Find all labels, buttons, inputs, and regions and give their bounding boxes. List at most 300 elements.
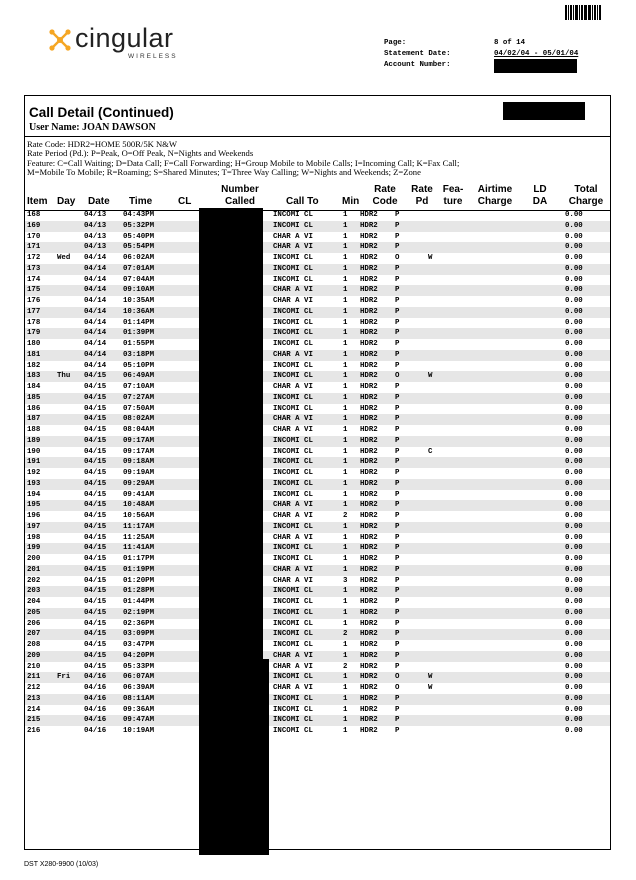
table-row bbox=[25, 328, 610, 339]
cell-callto: INCOMI CL bbox=[273, 522, 313, 531]
cell-code: HDR2 bbox=[360, 286, 378, 295]
cell-date: 04/15 bbox=[84, 501, 107, 510]
cell-time: 05:32PM bbox=[123, 221, 155, 230]
cell-date: 04/15 bbox=[84, 522, 107, 531]
cell-date: 04/16 bbox=[84, 716, 107, 725]
cell-date: 04/15 bbox=[84, 651, 107, 660]
cell-callto: CHAR A VI bbox=[273, 501, 313, 510]
table-row bbox=[25, 404, 610, 415]
cell-callto: INCOMI CL bbox=[273, 393, 313, 402]
cell-total: 0.00 bbox=[565, 608, 583, 617]
cell-item: 179 bbox=[27, 329, 41, 338]
cell-total: 0.00 bbox=[565, 512, 583, 520]
cell-time: 10:19AM bbox=[123, 727, 155, 735]
cell-pd: P bbox=[395, 340, 400, 348]
cell-item: 190 bbox=[27, 447, 41, 456]
cell-code: HDR2 bbox=[360, 372, 378, 381]
cell-callto: CHAR A VI bbox=[273, 350, 313, 359]
cell-total: 0.00 bbox=[565, 716, 583, 725]
cell-time: 09:19AM bbox=[123, 469, 155, 477]
cell-item: 173 bbox=[27, 264, 41, 273]
table-row bbox=[25, 500, 610, 511]
table-row bbox=[25, 726, 610, 737]
cell-date: 04/14 bbox=[84, 361, 107, 370]
cell-feat: W bbox=[428, 673, 433, 682]
cell-pd: P bbox=[395, 264, 400, 273]
cell-pd: P bbox=[395, 694, 400, 703]
col-header-item: Item bbox=[27, 196, 48, 207]
table-row bbox=[25, 436, 610, 447]
cell-time: 06:02AM bbox=[123, 254, 155, 262]
cell-pd: P bbox=[395, 275, 400, 284]
table-row bbox=[25, 382, 610, 393]
cell-total: 0.00 bbox=[565, 275, 583, 284]
cell-code: HDR2 bbox=[360, 383, 378, 391]
table-row bbox=[25, 457, 610, 468]
cell-item: 168 bbox=[27, 211, 41, 219]
table-row bbox=[25, 307, 610, 318]
page-label: Page: bbox=[384, 39, 407, 47]
cell-time: 07:04AM bbox=[123, 275, 155, 284]
cell-code: HDR2 bbox=[360, 501, 378, 510]
cell-date: 04/15 bbox=[84, 383, 107, 391]
cell-code: HDR2 bbox=[360, 705, 378, 714]
cell-total: 0.00 bbox=[565, 555, 583, 563]
cingular-jack-icon bbox=[48, 28, 72, 52]
cell-time: 09:47AM bbox=[123, 716, 155, 725]
cell-code: HDR2 bbox=[360, 694, 378, 703]
cell-total: 0.00 bbox=[565, 383, 583, 391]
cell-date: 04/14 bbox=[84, 286, 107, 295]
cell-time: 11:25AM bbox=[123, 533, 155, 542]
cell-pd: P bbox=[395, 544, 400, 553]
cell-pd: P bbox=[395, 630, 400, 639]
cell-item: 207 bbox=[27, 630, 41, 639]
cell-item: 185 bbox=[27, 393, 41, 402]
cell-item: 193 bbox=[27, 479, 41, 488]
cell-callto: INCOMI CL bbox=[273, 479, 313, 488]
cingular-logo bbox=[48, 23, 198, 62]
cell-callto: CHAR A VI bbox=[273, 684, 313, 692]
cell-min: 1 bbox=[343, 673, 348, 682]
statement-date-label: Statement Date: bbox=[384, 50, 451, 58]
col-header-cl: CL bbox=[178, 196, 192, 207]
table-row bbox=[25, 576, 610, 587]
cell-date: 04/16 bbox=[84, 705, 107, 714]
cell-time: 01:44PM bbox=[123, 598, 155, 606]
col-header-ld-da: LD DA bbox=[532, 184, 548, 207]
cell-min: 1 bbox=[343, 404, 348, 413]
cell-callto: INCOMI CL bbox=[273, 221, 313, 230]
col-header-airtime-charge: Airtime Charge bbox=[477, 184, 513, 207]
cell-date: 04/15 bbox=[84, 630, 107, 639]
cell-callto: INCOMI CL bbox=[273, 727, 313, 735]
cell-time: 05:54PM bbox=[123, 243, 155, 252]
cell-item: 175 bbox=[27, 286, 41, 295]
cell-min: 1 bbox=[343, 372, 348, 381]
cell-min: 1 bbox=[343, 211, 348, 219]
cell-item: 205 bbox=[27, 608, 41, 617]
cell-min: 2 bbox=[343, 630, 348, 639]
cell-pd: P bbox=[395, 297, 400, 305]
cell-min: 1 bbox=[343, 383, 348, 391]
cell-time: 06:39AM bbox=[123, 684, 155, 692]
cell-date: 04/15 bbox=[84, 404, 107, 413]
cell-item: 189 bbox=[27, 436, 41, 445]
cell-code: HDR2 bbox=[360, 211, 378, 219]
cell-total: 0.00 bbox=[565, 501, 583, 510]
cell-item: 176 bbox=[27, 297, 41, 305]
cell-date: 04/14 bbox=[84, 264, 107, 273]
cell-item: 208 bbox=[27, 641, 41, 649]
cell-callto: INCOMI CL bbox=[273, 490, 313, 499]
cell-date: 04/15 bbox=[84, 490, 107, 499]
cell-item: 169 bbox=[27, 221, 41, 230]
cell-pd: P bbox=[395, 350, 400, 359]
cell-item: 196 bbox=[27, 512, 41, 520]
cell-code: HDR2 bbox=[360, 608, 378, 617]
title-redaction bbox=[503, 102, 585, 120]
call-table bbox=[25, 210, 610, 737]
cell-date: 04/13 bbox=[84, 221, 107, 230]
cell-callto: INCOMI CL bbox=[273, 361, 313, 370]
cell-min: 2 bbox=[343, 662, 348, 671]
col-header-date: Date bbox=[88, 196, 110, 207]
cell-item: 210 bbox=[27, 662, 41, 671]
cell-time: 01:19PM bbox=[123, 565, 155, 574]
cell-min: 1 bbox=[343, 598, 348, 606]
cell-pd: P bbox=[395, 426, 400, 434]
cell-date: 04/15 bbox=[84, 436, 107, 445]
user-name: User Name: JOAN DAWSON bbox=[29, 122, 156, 133]
cell-total: 0.00 bbox=[565, 307, 583, 316]
table-row bbox=[25, 468, 610, 479]
cell-code: HDR2 bbox=[360, 619, 378, 628]
table-row bbox=[25, 479, 610, 490]
table-row bbox=[25, 296, 610, 307]
cell-total: 0.00 bbox=[565, 522, 583, 531]
cell-item: 213 bbox=[27, 694, 41, 703]
cell-callto: INCOMI CL bbox=[273, 630, 313, 639]
cell-time: 02:36PM bbox=[123, 619, 155, 628]
cell-total: 0.00 bbox=[565, 694, 583, 703]
cell-code: HDR2 bbox=[360, 544, 378, 553]
cell-total: 0.00 bbox=[565, 297, 583, 305]
cell-code: HDR2 bbox=[360, 297, 378, 305]
cell-min: 1 bbox=[343, 469, 348, 477]
cell-callto: CHAR A VI bbox=[273, 415, 313, 424]
table-row bbox=[25, 425, 610, 436]
table-row bbox=[25, 242, 610, 253]
cell-total: 0.00 bbox=[565, 254, 583, 262]
cell-min: 1 bbox=[343, 587, 348, 596]
cell-pd: O bbox=[395, 254, 400, 262]
cell-code: HDR2 bbox=[360, 469, 378, 477]
cell-time: 01:39PM bbox=[123, 329, 155, 338]
cell-pd: P bbox=[395, 490, 400, 499]
cell-item: 194 bbox=[27, 490, 41, 499]
cell-min: 1 bbox=[343, 221, 348, 230]
cell-total: 0.00 bbox=[565, 221, 583, 230]
table-row bbox=[25, 683, 610, 694]
col-header-time: Time bbox=[129, 196, 153, 207]
table-row bbox=[25, 597, 610, 608]
cell-pd: P bbox=[395, 727, 400, 735]
cell-time: 06:49AM bbox=[123, 372, 155, 381]
cell-pd: P bbox=[395, 318, 400, 327]
cell-item: 171 bbox=[27, 243, 41, 252]
cell-min: 1 bbox=[343, 716, 348, 725]
cell-feat: W bbox=[428, 372, 433, 381]
cell-total: 0.00 bbox=[565, 350, 583, 359]
cell-pd: P bbox=[395, 383, 400, 391]
cell-pd: P bbox=[395, 565, 400, 574]
cell-total: 0.00 bbox=[565, 533, 583, 542]
cell-pd: P bbox=[395, 479, 400, 488]
cell-code: HDR2 bbox=[360, 458, 378, 467]
cell-code: HDR2 bbox=[360, 415, 378, 424]
cell-item: 204 bbox=[27, 598, 41, 606]
table-row bbox=[25, 414, 610, 425]
cell-callto: INCOMI CL bbox=[273, 641, 313, 649]
cell-item: 181 bbox=[27, 350, 41, 359]
cell-date: 04/16 bbox=[84, 727, 107, 735]
cell-date: 04/15 bbox=[84, 447, 107, 456]
cell-date: 04/15 bbox=[84, 415, 107, 424]
cell-total: 0.00 bbox=[565, 598, 583, 606]
cell-min: 1 bbox=[343, 705, 348, 714]
cell-callto: INCOMI CL bbox=[273, 318, 313, 327]
cell-item: 200 bbox=[27, 555, 41, 563]
cell-date: 04/13 bbox=[84, 243, 107, 252]
cell-pd: P bbox=[395, 651, 400, 660]
cell-code: HDR2 bbox=[360, 361, 378, 370]
table-row bbox=[25, 705, 610, 716]
panel-title: Call Detail (Continued) bbox=[29, 105, 174, 120]
col-header-feature: Fea- ture bbox=[442, 184, 464, 207]
cell-callto: INCOMI CL bbox=[273, 608, 313, 617]
cell-item: 203 bbox=[27, 587, 41, 596]
cell-time: 01:17PM bbox=[123, 555, 155, 563]
col-header-min: Min bbox=[342, 196, 360, 207]
cell-pd: P bbox=[395, 522, 400, 531]
cell-date: 04/13 bbox=[84, 232, 107, 241]
cell-min: 1 bbox=[343, 727, 348, 735]
cell-min: 1 bbox=[343, 447, 348, 456]
cell-callto: INCOMI CL bbox=[273, 544, 313, 553]
cell-pd: P bbox=[395, 404, 400, 413]
cell-date: 04/15 bbox=[84, 576, 107, 585]
cell-time: 07:27AM bbox=[123, 393, 155, 402]
cell-min: 1 bbox=[343, 243, 348, 252]
col-header-total-charge: Total Charge bbox=[568, 184, 604, 207]
cell-callto: INCOMI CL bbox=[273, 254, 313, 262]
cell-time: 09:18AM bbox=[123, 458, 155, 467]
cell-min: 1 bbox=[343, 651, 348, 660]
cell-min: 1 bbox=[343, 458, 348, 467]
cell-item: 192 bbox=[27, 469, 41, 477]
cell-total: 0.00 bbox=[565, 565, 583, 574]
cell-code: HDR2 bbox=[360, 426, 378, 434]
cell-item: 198 bbox=[27, 533, 41, 542]
cell-callto: INCOMI CL bbox=[273, 587, 313, 596]
cell-pd: O bbox=[395, 372, 400, 381]
cell-total: 0.00 bbox=[565, 479, 583, 488]
cell-callto: INCOMI CL bbox=[273, 329, 313, 338]
cell-time: 09:10AM bbox=[123, 286, 155, 295]
cell-date: 04/15 bbox=[84, 555, 107, 563]
cell-date: 04/14 bbox=[84, 275, 107, 284]
cell-item: 209 bbox=[27, 651, 41, 660]
cell-callto: CHAR A VI bbox=[273, 232, 313, 241]
cell-callto: INCOMI CL bbox=[273, 598, 313, 606]
cell-time: 04:20PM bbox=[123, 651, 155, 660]
table-row bbox=[25, 640, 610, 651]
table-row bbox=[25, 350, 610, 361]
cell-total: 0.00 bbox=[565, 436, 583, 445]
table-row bbox=[25, 264, 610, 275]
cell-date: 04/15 bbox=[84, 587, 107, 596]
cell-pd: P bbox=[395, 705, 400, 714]
logo-wordmark: cingular bbox=[75, 23, 174, 53]
table-row bbox=[25, 619, 610, 630]
cell-callto: INCOMI CL bbox=[273, 275, 313, 284]
cell-min: 1 bbox=[343, 479, 348, 488]
cell-date: 04/15 bbox=[84, 393, 107, 402]
table-row bbox=[25, 253, 610, 264]
cell-code: HDR2 bbox=[360, 587, 378, 596]
cell-min: 1 bbox=[343, 641, 348, 649]
cell-callto: CHAR A VI bbox=[273, 243, 313, 252]
cell-time: 10:56AM bbox=[123, 512, 155, 520]
cell-min: 1 bbox=[343, 522, 348, 531]
cell-total: 0.00 bbox=[565, 544, 583, 553]
cell-callto: INCOMI CL bbox=[273, 673, 313, 682]
cell-total: 0.00 bbox=[565, 447, 583, 456]
cell-code: HDR2 bbox=[360, 264, 378, 273]
cell-code: HDR2 bbox=[360, 490, 378, 499]
cell-time: 09:17AM bbox=[123, 436, 155, 445]
cell-item: 177 bbox=[27, 307, 41, 316]
cell-time: 05:40PM bbox=[123, 232, 155, 241]
cell-pd: P bbox=[395, 415, 400, 424]
cell-code: HDR2 bbox=[360, 393, 378, 402]
cell-total: 0.00 bbox=[565, 651, 583, 660]
cell-callto: INCOMI CL bbox=[273, 694, 313, 703]
cell-time: 05:10PM bbox=[123, 361, 155, 370]
cell-time: 07:10AM bbox=[123, 383, 155, 391]
cell-item: 172 bbox=[27, 254, 41, 262]
cell-code: HDR2 bbox=[360, 329, 378, 338]
cell-date: 04/15 bbox=[84, 458, 107, 467]
cell-date: 04/13 bbox=[84, 211, 107, 219]
number-called-redaction bbox=[199, 659, 269, 855]
cell-callto: CHAR A VI bbox=[273, 533, 313, 542]
table-row bbox=[25, 490, 610, 501]
cell-total: 0.00 bbox=[565, 458, 583, 467]
cell-total: 0.00 bbox=[565, 286, 583, 295]
cell-time: 10:48AM bbox=[123, 501, 155, 510]
cell-time: 11:17AM bbox=[123, 522, 155, 531]
cell-pd: P bbox=[395, 307, 400, 316]
cell-time: 11:41AM bbox=[123, 544, 155, 553]
cell-date: 04/16 bbox=[84, 684, 107, 692]
cell-pd: P bbox=[395, 716, 400, 725]
cell-time: 07:50AM bbox=[123, 404, 155, 413]
cell-code: HDR2 bbox=[360, 275, 378, 284]
cell-pd: P bbox=[395, 447, 400, 456]
cell-total: 0.00 bbox=[565, 684, 583, 692]
cell-min: 1 bbox=[343, 340, 348, 348]
cell-min: 1 bbox=[343, 393, 348, 402]
table-row bbox=[25, 232, 610, 243]
cell-min: 3 bbox=[343, 576, 348, 585]
cell-date: 04/15 bbox=[84, 641, 107, 649]
cell-total: 0.00 bbox=[565, 641, 583, 649]
table-row bbox=[25, 371, 610, 382]
table-row bbox=[25, 522, 610, 533]
cell-min: 1 bbox=[343, 619, 348, 628]
cell-callto: INCOMI CL bbox=[273, 705, 313, 714]
cell-pd: P bbox=[395, 361, 400, 370]
cell-time: 10:36AM bbox=[123, 307, 155, 316]
cell-pd: P bbox=[395, 598, 400, 606]
cell-pd: P bbox=[395, 329, 400, 338]
legend bbox=[27, 140, 459, 177]
cell-callto: CHAR A VI bbox=[273, 426, 313, 434]
cell-callto: INCOMI CL bbox=[273, 716, 313, 725]
cell-item: 197 bbox=[27, 522, 41, 531]
cell-time: 03:47PM bbox=[123, 641, 155, 649]
cell-item: 214 bbox=[27, 705, 41, 714]
cell-pd: P bbox=[395, 641, 400, 649]
cell-min: 1 bbox=[343, 555, 348, 563]
cell-code: HDR2 bbox=[360, 684, 378, 692]
cell-date: 04/15 bbox=[84, 662, 107, 671]
cell-date: 04/16 bbox=[84, 673, 107, 682]
table-row bbox=[25, 210, 610, 221]
table-row bbox=[25, 221, 610, 232]
cell-pd: P bbox=[395, 286, 400, 295]
cell-pd: P bbox=[395, 458, 400, 467]
col-header-call-to: Call To bbox=[286, 196, 319, 207]
cell-date: 04/15 bbox=[84, 372, 107, 381]
cell-pd: P bbox=[395, 221, 400, 230]
table-row bbox=[25, 285, 610, 296]
cell-callto: CHAR A VI bbox=[273, 512, 313, 520]
table-row bbox=[25, 715, 610, 726]
cell-callto: INCOMI CL bbox=[273, 340, 313, 348]
cell-date: 04/15 bbox=[84, 608, 107, 617]
cell-date: 04/14 bbox=[84, 318, 107, 327]
cell-date: 04/15 bbox=[84, 479, 107, 488]
table-row bbox=[25, 554, 610, 565]
cell-pd: P bbox=[395, 662, 400, 671]
table-row bbox=[25, 565, 610, 576]
table-row bbox=[25, 393, 610, 404]
cell-callto: CHAR A VI bbox=[273, 651, 313, 660]
cell-date: 04/15 bbox=[84, 426, 107, 434]
cell-time: 08:11AM bbox=[123, 694, 155, 703]
cell-pd: P bbox=[395, 576, 400, 585]
cell-code: HDR2 bbox=[360, 598, 378, 606]
cell-code: HDR2 bbox=[360, 318, 378, 327]
table-row bbox=[25, 318, 610, 329]
cell-item: 215 bbox=[27, 716, 41, 725]
form-id: DST X280-9900 (10/03) bbox=[24, 861, 99, 868]
cell-min: 1 bbox=[343, 415, 348, 424]
cell-date: 04/14 bbox=[84, 329, 107, 338]
